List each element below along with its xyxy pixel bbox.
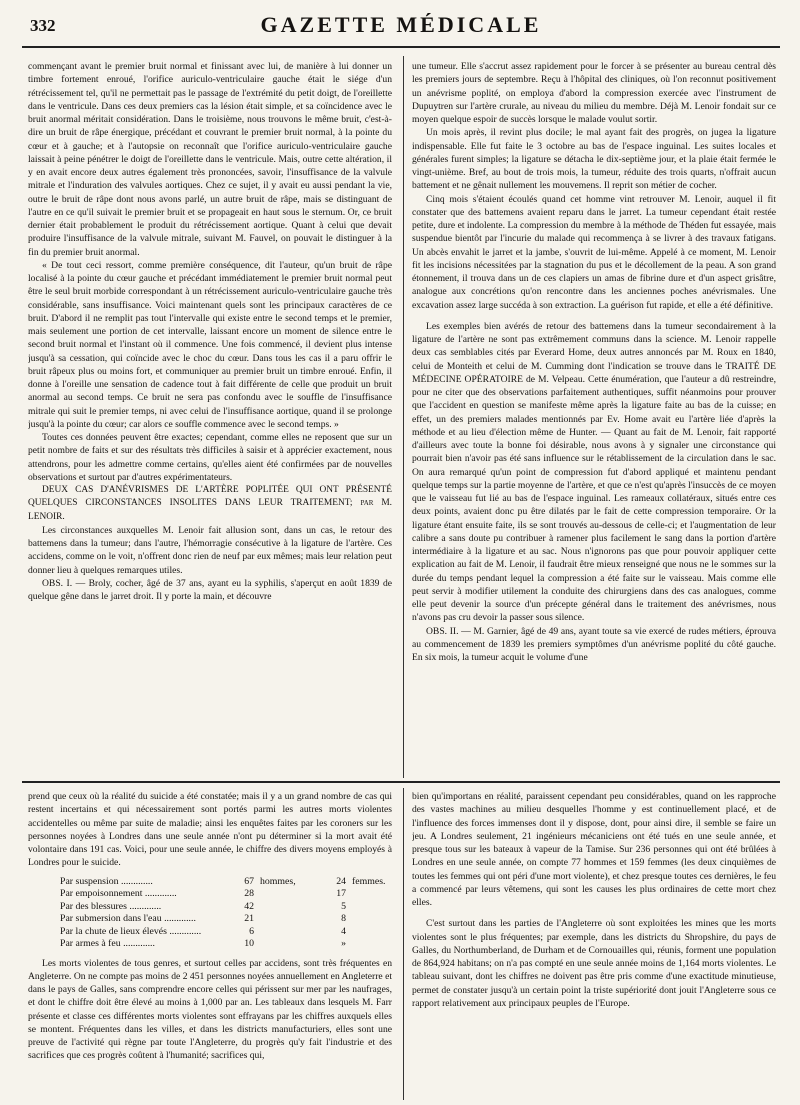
stat-women-unit	[348, 901, 387, 914]
paragraph: Un mois après, il revint plus docile; le mal ayant fait des progrès, on jugea la ligature indispensable. Elle fut faite le 3 octobre au bas de l'espace inguinal. Les suites locales et générales furent simples; la ligature se détacha le dix-septième jour, et la plaie était fermée le vingt-unième. Bref, au bout de trois mois, la tumeur, réduite des trois quarts, n'offrait aucun battement et ne gênait nullement les mouvemens. Il reprit son métier de cocher.	[412, 127, 776, 192]
stat-women-count: 8	[341, 913, 346, 924]
journal-title: GAZETTE MÉDICALE	[260, 12, 542, 37]
stat-men-count: 28	[244, 888, 254, 899]
paragraph: Cinq mois s'étaient écoulés quand cet homme vint retrouver M. Lenoir, auquel il fit constater que des battemens avaient reparu dans le jarret. La tumeur cependant était restée petite, dure et indolente. La compression du membre à la méthode de Théden fut essayée, mais suspendue bientôt par l'incurie du malade qui recommença à se livrer à des travaux fatigans. Un abcès envahit le jarret et la jambe, s'ouvrit de lui-même. Appelé à ce moment, M. Lenoir fit les incisions nécessitées par la stagnation du pus et le décollement de la peau. A son grand étonnement, il trouva dans un de ces clapiers un amas de fibrine dure et d'un aspect grisâtre, analogue aux concrétions qu'on rencontre dans les anciennes poches anévrismales. Une excavation assez large succéda à son extraction. La guérison fut rapide, et elle a été définitive.	[412, 193, 776, 311]
paragraph: OBS. I. — Broly, cocher, âgé de 37 ans, ayant eu la syphilis, s'aperçut en août 1839 de quelque gêne dans le jarret droit. Il y porte la main, et découvre	[28, 577, 392, 602]
stat-men-unit	[256, 926, 320, 939]
stat-label: Par armes à feu .............	[60, 938, 155, 949]
stat-women-count: »	[341, 938, 346, 949]
stat-women-unit	[348, 926, 387, 939]
table-row	[58, 938, 387, 951]
paragraph: bien qu'importans en réalité, paraissent cependant peu considérables, quand on les rapproche des vastes machines au milieu desquelles l'homme y est continuellement placé, et de l'influence des forces immenses dont il y dispose, dont, pour ainsi dire, il semble se faire un jeu. A Londres seulement, 21 ingénieurs mécaniciens ont été tués en une seule année, et presque tous sur les bateaux à vapeur de la Tamise. Sur 236 personnes qui ont été brûlées à Londres en une seule année, on compte 77 hommes et 159 femmes (les deux cinquièmes de toutes les femmes qui ont péri d'une mort violente), et chez presque toutes ces dernières, le feu a commencé par leurs vêtemens, qui sont les causes les plus ordinaires de cette mort chez elles.	[412, 791, 776, 908]
section-gap	[412, 909, 776, 917]
section-gap	[412, 312, 776, 320]
table-row	[58, 913, 387, 926]
table-row	[58, 888, 387, 901]
stat-men-unit	[256, 888, 320, 901]
page-number: 332	[30, 16, 56, 35]
paragraph: prend que ceux où la réalité du suicide a été constatée; mais il y a un grand nombre de cas qui restent incertains et qui nécessairement sont portés parmi les autres morts violentes accidentelles ou même par suite de maladie; ainsi les enquêtes faites par les coroners sur les personnes noyées à Londres dans une seule année n'ont pu déterminer si la mort avait été volontaire dans 191 cas. Voici, pour une seule année, le chiffre des divers moyens employés à Londres pour le suicide.	[28, 791, 392, 869]
stat-women-unit	[348, 938, 387, 951]
paragraph: Les exemples bien avérés de retour des battemens dans la tumeur secondairement à la ligature de l'artère ne sont pas extrêmement communs dans la science. M. Lenoir rappelle deux cas semblables cités par Everard Home, deux autres annoncés par M. Roux en 1840, celui de Monteith et celui de M. Cumming dont l'indication se trouve dans le TRAITÉ DE MÉDECINE OPÉRATOIRE de M. Velpeau. Cette énumération, que l'auteur a dû restreindre, pour ne citer que des observations parfaitement authentiques, suffit néanmoins pour prouver que l'accident en question se manifeste même après la ligature faite au bas de la cuisse; en effet, un des premiers malades mentionnés par Ev. Home avait eu l'artère liée d'après la méthode et au lieu d'élection même de Hunter. — Quant au fait de M. Lenoir, fait rapporté d'ailleurs avec toute la bonne foi désirable, nous avons à y signaler une circonstance qui pourrait bien n'avoir pas été sans influence sur le rétablissement de la circulation dans le sac. On aura remarqué qu'un point de compression fut d'abord appliqué et maintenu pendant quelque temps sur la partie moyenne de l'artère, et que ce n'est qu'après l'insuccès de ce moyen que le vaisseau fut lié au bas de l'espace inguinal. Les rameaux collatéraux, situés entre ces deux points, avaient donc pu être dilatés par le fait de cette compression temporaire. Or la ligature étant ensuite faite, ils se sont trouvés au-dessous de celle-ci; et l'augmentation de leur calibre a sans doute pu contribuer à ramener plus facilement le sang dans la portion d'artère intermédiaire à la ligature et au sac. Nous n'ignorons pas que pour pouvoir appliquer cette explication au fait de M. Lenoir, il faudrait être mieux renseigné que nous ne le sommes sur la durée du temps pendant lequel la compression a été faite sur le vaisseau. Mais comme elle peut servir à modifier utilement la conduite des chirurgiens dans des cas analogues, comme elle peut devenir la source d'un précepte général dans le traitement des anévrismes, nous n'avons pas cru devoir la passer sous silence.	[412, 320, 776, 624]
paragraph: Les morts violentes de tous genres, et surtout celles par accidens, sont très fréquentes en Angleterre. On ne compte pas moins de 2 451 personnes noyées annuellement en Angleterre et dans le pays de Galles, sans comprendre encore celles qui périssent sur mer par les naufrages, et dont le chiffre doit être élevé au moins à 1,000 par an. Les tableaux dans lesquels M. Farr présente et classe ces différentes morts violentes sont effrayans par les chiffres auxquels elles se montent. Fréquentes dans les villes, et dans les districts manufacturiers, elles sont une preuve de l'activité qui règne par toute l'Angleterre, du progrès qu'y fait l'industrie et des sacrifices que ces progrès coûtent à l'humanité; sacrifices qui,	[28, 957, 392, 1062]
stat-women-count: 17	[336, 888, 346, 899]
stat-label: Par la chute de lieux élevés .............	[60, 925, 202, 937]
stat-women-count: 5	[341, 900, 346, 912]
stat-women-unit: femmes.	[352, 875, 386, 887]
page-header	[22, 10, 780, 48]
paragraph: OBS. II. — M. Garnier, âgé de 49 ans, ayant toute sa vie exercé de rudes métiers, éprouva au commencement de 1839 les premiers symptômes d'un anévrisme poplité du côté gauche. En six mois, la tumeur acquit le volume d'une	[412, 625, 776, 663]
table-row	[58, 901, 387, 914]
stat-label: Par empoisonnement .............	[60, 888, 177, 899]
stat-men-count: 21	[244, 913, 254, 924]
upper-left-column	[28, 60, 392, 775]
stat-label: Par des blessures .............	[60, 900, 162, 912]
paragraph: Les circonstances auxquelles M. Lenoir fait allusion sont, dans un cas, le retour des battemens dans la tumeur; dans l'autre, l'hémorragie consécutive à la ligature de l'artère. Ces accidens, comme on le voit, n'offrent donc rien de neuf par eux mêmes; mais leur relation peut donner lieu à quelques remarques utiles.	[28, 524, 392, 576]
stat-men-unit	[256, 913, 320, 926]
column-divider	[403, 788, 404, 1100]
paragraph: C'est surtout dans les parties de l'Angleterre où sont exploitées les mines que les morts violentes sont le plus fréquentes; par exemple, dans les districts du Shropshire, du pays de Galles, du Northumberland, de Durham et de Cornouailles qui, réunis, forment une population de 864,924 habitans; on n'a pas compté en une seule année moins de 1,164 morts violentes. Le tableau suivant, dont les chiffres ne doivent pas être pris comme d'une exactitude minutieuse, permet de constater jusqu'à un certain point la triste supériorité dont jouit l'Angleterre sous ce rapport relativement aux principaux peuples de l'Europe.	[412, 918, 776, 1009]
upper-right-column	[412, 60, 776, 775]
horizontal-rule	[22, 781, 780, 783]
column-divider	[403, 56, 404, 778]
table-row	[58, 876, 387, 889]
stat-label: Par submersion dans l'eau .............	[60, 913, 196, 924]
stat-women-unit	[348, 888, 387, 901]
paragraph: Toutes ces données peuvent être exactes; cependant, comme elles ne reposent que sur un petit nombre de faits et sur des résultats très difficiles à saisir et à apprécier exactement, nous attendrons, pour les admettre comme certains, qu'elles aient été confirmées par de nouvelles observations et surtout par d'autres expérimentateurs.	[28, 432, 392, 483]
stat-men-count: 42	[244, 900, 254, 912]
stat-men-unit	[256, 901, 320, 914]
stat-men-unit	[256, 938, 320, 951]
stat-women-unit	[348, 913, 387, 926]
stat-men-count: 6	[249, 925, 254, 937]
lower-left-column	[28, 790, 392, 1102]
stat-men-unit: hommes,	[260, 875, 296, 887]
paragraph: commençant avant le premier bruit normal et finissant avec lui, de manière à lui donner un timbre fortement enroué, l'orifice auriculo-ventriculaire gauche était le siége d'un rétrécissement tel, qu'il ne permettait pas le passage de l'extrémité du petit doigt, de l'oreillette dans le ventricule. Dans ces deux premiers cas la lésion était simple, et sa coïncidence avec le bruit anormal méritait considération. Dans le troisième, nous trouvons le même bruit, c'est-à-dire un bruit de râpe énergique, précédant et couvrant le premier bruit normal, à la pointe du cœur et à gauche; et à l'autopsie on reconnaît que l'orifice auriculo-ventriculaire gauche laissait à peine pénétrer le doigt de l'oreillette dans le ventricule. Mais, outre cette altération, il y en avait encore deux autres également très prononcées, savoir, l'insuffisance de la valvule mitrale et l'induration des valvules aortiques. Chez ce sujet, il y avait eu aussi pendant la vie, outre le bruit de râpe dont nous avons parlé, un autre bruit de râpe, mais se distinguant de l'autre en ce qu'il suivait le premier bruit et se propageait en haut sous le sternum. Or, ce bruit dernier était probablement le produit du rétrécissement aortique. Quant à celui que devait produire l'insuffisance de la valvule mitrale, suivant M. Fauvel, on pouvait le distinguer à la fin du premier bruit anormal.	[28, 61, 392, 258]
stat-women-count: 4	[341, 925, 346, 937]
stat-label: Par suspension .............	[60, 875, 153, 887]
paragraph: « De tout ceci ressort, comme première conséquence, dit l'auteur, qu'un bruit de râpe localisé à la pointe du cœur gauche et précédant immédiatement le premier bruit normal peut être le seul bruit morbide correspondant à un rétrécissement auriculo-ventriculaire gauche très considérable, sans insuffisance. Voici maintenant quels sont les principaux caractères de ce bruit. D'abord il ne remplit pas tout l'intervalle qui existe entre le second temps et le premier, mais seulement une portion de cet intervalle, laissant encore un moment de silence entre le second bruit normal et l'instant où il commence. Une fois commencé, il devient plus intense jusqu'à sa cessation, qui coïncide avec le choc du cœur. Dans tous les cas il a paru offrir le bruit râpeux plus ou moins fort, et communiquer au premier bruit un timbre enroué. Enfin, il donne à l'oreille une sensation de cadence tout à fait différente de celle que produit un bruit anormal au second temps. Ce bruit ne sera pas confondu avec le souffle de l'insuffisance mitrale qui suit le premier temps, ni avec celui de l'insuffisance aortique, quand il se prolonge jusqu'à la pointe du cœur; car alors ce souffle commence avec le second temps. »	[28, 259, 392, 430]
section-heading: DEUX CAS D'ANÉVRISMES DE L'ARTÈRE POPLITÉE QUI ONT PRÉSENTÉ QUELQUES CIRCONSTANCES INSOLITES DANS LEUR TRAITEMENT; par M. LENOIR.	[28, 485, 392, 522]
paragraph: une tumeur. Elle s'accrut assez rapidement pour le forcer à se présenter au bureau central dès les premiers jours de septembre. Reçu à l'hôpital des cliniques, où l'on reconnut positivement un anévrisme poplité, on employa d'abord la compression exercée avec l'instrument de Dupuytren sur l'artère crurale, au niveau du milieu du membre. Déjà M. Lenoir fondait sur ce moyen quelque espoir de succès lorsque le malade voulut sortir.	[412, 61, 776, 125]
stat-women-count: 24	[336, 875, 346, 887]
suicide-methods-table	[58, 876, 387, 951]
stat-men-count: 10	[244, 938, 254, 949]
table-row	[58, 926, 387, 939]
lower-right-column	[412, 790, 776, 1102]
stat-men-count: 67	[244, 875, 254, 887]
